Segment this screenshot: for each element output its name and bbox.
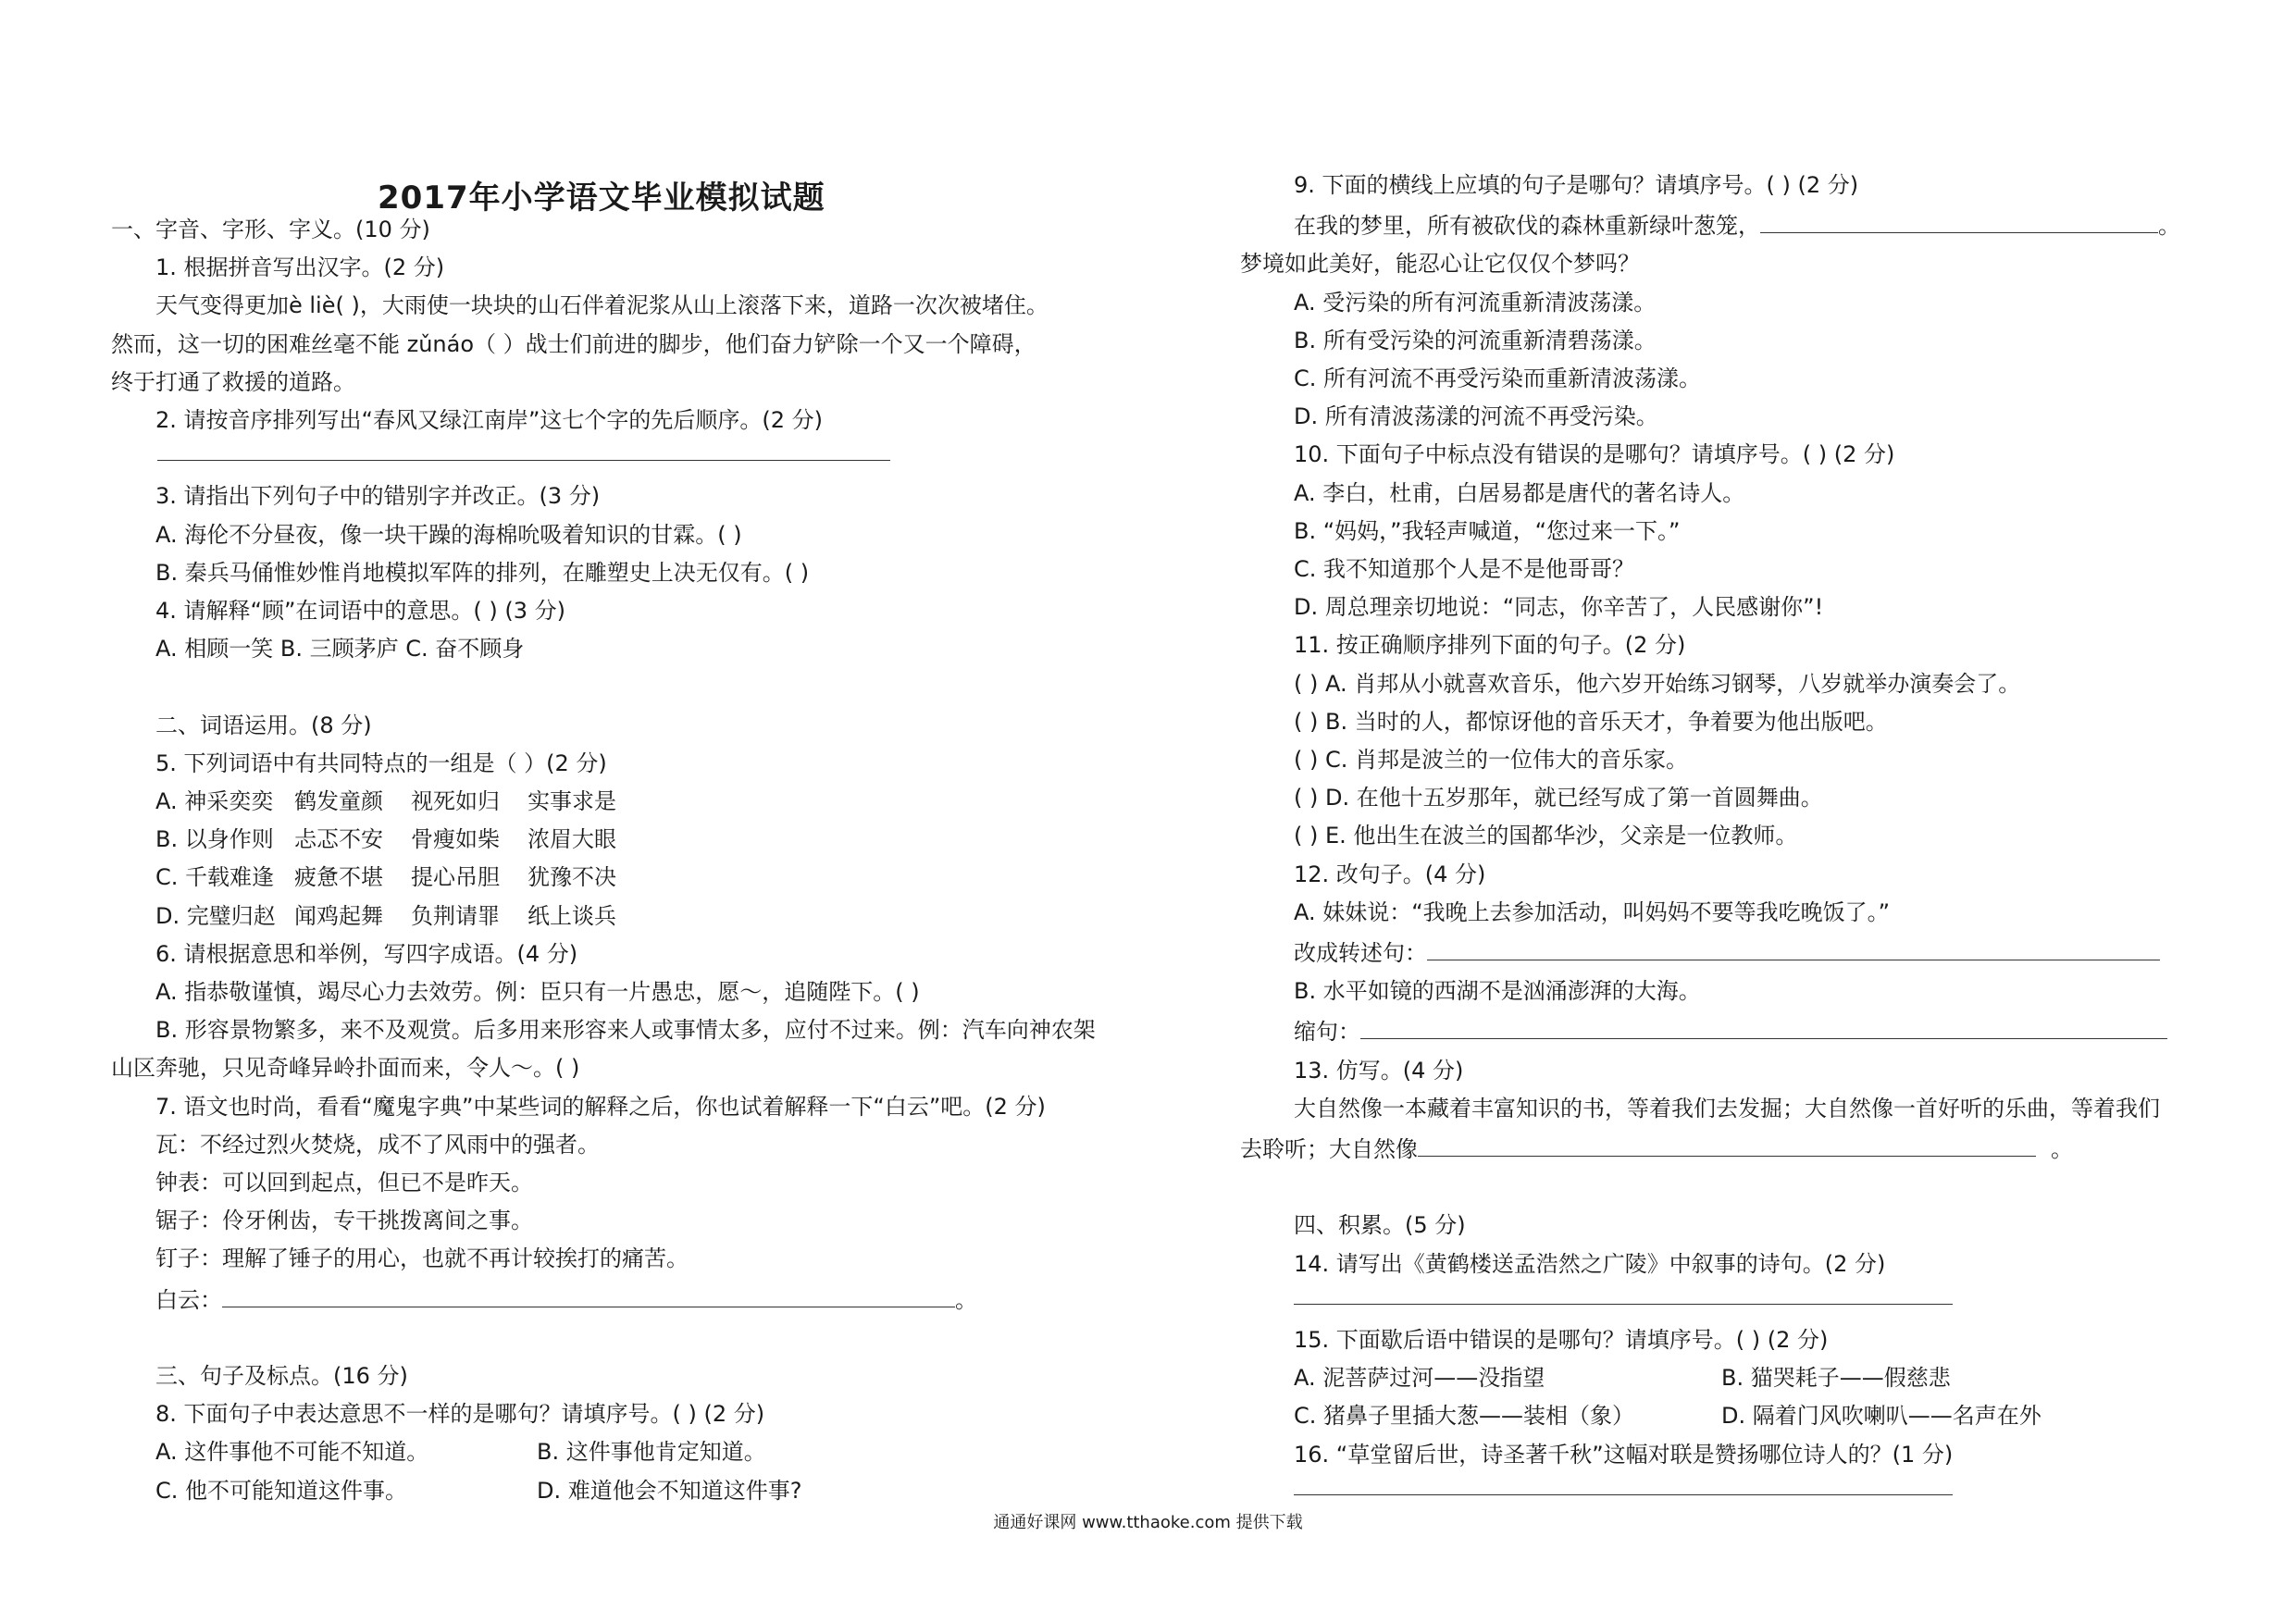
- question-8-c: C. 他不可能知道这件事。: [155, 1477, 408, 1504]
- q5-c-3: 提心吊胆: [411, 864, 500, 891]
- question-5-option-c: [111, 859, 1140, 897]
- question-5-option-b: [111, 821, 1140, 859]
- q5-d-4: 纸上谈兵: [527, 902, 616, 929]
- question-15: 15. 下面歇后语中错误的是哪句？请填序号。( ) (2 分): [1294, 1327, 1829, 1354]
- q5-c-4: 犹豫不决: [527, 864, 616, 891]
- question-9-d: D. 所有清波荡漾的河流不再受污染。: [1294, 403, 1658, 430]
- section-3-heading: 三、句子及标点。(16 分): [155, 1363, 408, 1390]
- question-9-b: B. 所有受污染的河流重新清碧荡漾。: [1294, 327, 1657, 353]
- question-7-example-4: 钉子：理解了锤子的用心，也就不再计较挨打的痛苦。: [155, 1245, 689, 1272]
- question-9-text-end: 。: [2158, 213, 2180, 240]
- question-15-d: D. 隔着门风吹喇叭——名声在外: [1721, 1403, 2042, 1430]
- question-12-b-label: 缩句：: [1294, 1019, 1360, 1046]
- q5-d-2: 闻鸡起舞: [294, 902, 383, 929]
- question-13: 13. 仿写。(4 分): [1294, 1057, 1464, 1084]
- question-8: 8. 下面句子中表达意思不一样的是哪句？请填序号。( ) (2 分): [155, 1401, 765, 1428]
- question-10-c: C. 我不知道那个人是不是他哥哥？: [1294, 556, 1635, 583]
- question-7-example-1: 瓦：不经过烈火焚烧，成不了风雨中的强者。: [155, 1131, 600, 1158]
- question-6-b-cont: 山区奔驰，只见奇峰异岭扑面而来，令人～。( ): [111, 1055, 580, 1082]
- question-12-a-label: 改成转述句：: [1294, 940, 1427, 967]
- right-column: [1240, 167, 2203, 1512]
- question-10-a: A. 李白，杜甫，白居易都是唐代的著名诗人。: [1294, 479, 1745, 506]
- question-8-row-1: [111, 1433, 1140, 1471]
- question-7-answer-end: 。: [955, 1286, 977, 1313]
- question-3-b: B. 秦兵马俑惟妙惟肖地模拟军阵的排列，在雕塑史上决无仅有。( ): [155, 559, 810, 586]
- page-title: 2017年小学语文毕业模拟试题: [378, 180, 825, 217]
- question-9-text: 在我的梦里，所有被砍伐的森林重新绿叶葱笼，: [1294, 213, 1760, 240]
- q5-a-2: 鹤发童颜: [294, 788, 383, 815]
- question-1-line-1: 天气变得更加è liè( )，大雨使一块块的山石伴着泥浆从山上滚落下来，道路一次次被堵住。: [155, 292, 1049, 319]
- question-15-c: C. 猪鼻子里插大葱——装相（象）: [1294, 1403, 1635, 1430]
- section-4-heading: 四、积累。(5 分): [1294, 1212, 1466, 1239]
- question-9-c: C. 所有河流不再受污染而重新清波荡漾。: [1294, 365, 1702, 392]
- question-6: 6. 请根据意思和举例，写四字成语。(4 分): [155, 940, 578, 967]
- footer-credit: 通通好课网 www.tthaoke.com 提供下载: [993, 1513, 1303, 1532]
- question-12-a-answer-row: [1240, 932, 2203, 973]
- section-1-heading: 一、字音、字形、字义。(10 分): [111, 217, 430, 242]
- answer-line-q12a[interactable]: [1427, 932, 2160, 960]
- question-11-b: ( ) B. 当时的人，都惊讶他的音乐天才，争着要为他出版吧。: [1294, 708, 1888, 735]
- question-4: 4. 请解释“顾”在词语中的意思。( ) (3 分): [155, 598, 566, 625]
- question-5-option-d: [111, 898, 1140, 935]
- question-10-b: B. “妈妈，”我轻声喊道，“您过来一下。”: [1294, 517, 1681, 544]
- question-15-a: A. 泥菩萨过河——没指望: [1294, 1365, 1545, 1392]
- answer-line-q16[interactable]: [1240, 1474, 2203, 1512]
- question-5-option-a: [111, 783, 1140, 821]
- q5-d-3: 负荆请罪: [411, 902, 500, 929]
- question-8-b: B. 这件事他肯定知道。: [537, 1439, 766, 1466]
- question-16: 16. “草堂留后世，诗圣著千秋”这幅对联是赞扬哪位诗人的？(1 分): [1294, 1441, 1954, 1468]
- question-10: 10. 下面句子中标点没有错误的是哪句？请填序号。( ) (2 分): [1294, 441, 1895, 468]
- answer-line-q14[interactable]: [1240, 1283, 2203, 1321]
- question-13-line-2: [1240, 1128, 2203, 1169]
- question-11-e: ( ) E. 他出生在波兰的国都华沙，父亲是一位教师。: [1294, 823, 1798, 849]
- q5-a-1: A. 神采奕奕: [155, 788, 274, 815]
- answer-line-q7[interactable]: [222, 1279, 955, 1307]
- q5-a-3: 视死如归: [411, 788, 500, 815]
- q5-c-1: C. 千载难逢: [155, 864, 275, 891]
- question-15-b: B. 猫哭耗子——假慈悲: [1721, 1365, 1951, 1392]
- question-11: 11. 按正确顺序排列下面的句子。(2 分): [1294, 632, 1686, 659]
- question-6-a: A. 指恭敬谨慎，竭尽心力去效劳。例：臣只有一片愚忠，愿～，追随陛下。( ): [155, 979, 920, 1006]
- question-15-row-2: [1240, 1397, 2203, 1435]
- question-3: 3. 请指出下列句子中的错别字并改正。(3 分): [155, 483, 601, 510]
- question-15-row-1: [1240, 1359, 2203, 1397]
- question-12-a: A. 妹妹说：“我晚上去参加活动，叫妈妈不要等我吃晚饭了。”: [1294, 898, 1891, 925]
- left-column: [111, 163, 1140, 1510]
- answer-line-q13[interactable]: [1418, 1128, 2036, 1157]
- question-13-end: 。: [2051, 1136, 2073, 1163]
- q5-b-3: 骨瘦如柴: [411, 826, 500, 853]
- question-13-text: 去聆听；大自然像: [1240, 1136, 1418, 1163]
- q5-b-1: B. 以身作则: [155, 826, 274, 853]
- question-4-options: A. 相顾一笑 B. 三顾茅庐 C. 奋不顾身: [155, 636, 525, 663]
- answer-line-q12b[interactable]: [1360, 1010, 2167, 1039]
- question-9-line-2: 梦境如此美好，能忍心让它仅仅个梦吗？: [1240, 251, 1640, 278]
- question-9-a: A. 受污染的所有河流重新清波荡漾。: [1294, 289, 1657, 316]
- question-8-a: A. 这件事他不可能不知道。: [155, 1439, 429, 1466]
- question-14: 14. 请写出《黄鹤楼送孟浩然之广陵》中叙事的诗句。(2 分): [1294, 1250, 1886, 1277]
- q5-a-4: 实事求是: [527, 788, 616, 815]
- question-10-d: D. 周总理亲切地说：“同志，你辛苦了，人民感谢你”!: [1294, 594, 1824, 621]
- q5-b-2: 忐忑不安: [294, 826, 383, 853]
- q5-d-1: D. 完璧归赵: [155, 902, 276, 929]
- q5-c-2: 疲惫不堪: [294, 864, 383, 891]
- question-8-row-2: [111, 1472, 1140, 1510]
- question-1-line-3: 终于打通了救援的道路。: [111, 368, 355, 395]
- question-13-line-1: 大自然像一本藏着丰富知识的书，等着我们去发掘；大自然像一首好听的乐曲，等着我们: [1294, 1095, 2160, 1121]
- question-7: 7. 语文也时尚，看看“魔鬼字典”中某些词的解释之后，你也试着解释一下“白云”吧。(2 分): [155, 1093, 1046, 1120]
- question-11-d: ( ) D. 在他十五岁那年，就已经写成了第一首圆舞曲。: [1294, 785, 1823, 812]
- section-2-heading: 二、词语运用。(8 分): [155, 712, 372, 738]
- question-6-b: B. 形容景物繁多，来不及观赏。后多用来形容来人或事情太多，应付不过来。例：汽车向神农架: [155, 1017, 1096, 1044]
- question-7-example-3: 锯子：伶牙俐齿，专干挑拨离间之事。: [155, 1208, 533, 1234]
- question-1-line-2: 然而，这一切的困难丝毫不能 zǔnáo（ ）战士们前进的脚步，他们奋力铲除一个又一个障碍，: [111, 330, 1036, 357]
- question-7-answer-label: 白云：: [155, 1286, 222, 1313]
- q5-b-4: 浓眉大眼: [527, 826, 616, 853]
- question-7-example-2: 钟表：可以回到起点，但已不是昨天。: [155, 1170, 533, 1196]
- answer-line-q9[interactable]: [1760, 204, 2158, 233]
- question-11-c: ( ) C. 肖邦是波兰的一位伟大的音乐家。: [1294, 747, 1688, 774]
- question-5: 5. 下列词语中有共同特点的一组是（ ）(2 分): [155, 750, 607, 776]
- question-9: 9. 下面的横线上应填的句子是哪句？请填序号。( ) (2 分): [1294, 172, 1859, 198]
- question-7-answer-row: [111, 1279, 1140, 1319]
- question-11-a: ( ) A. 肖邦从小就喜欢音乐，他六岁开始练习钢琴，八岁就举办演奏会了。: [1294, 670, 2021, 697]
- question-1: 1. 根据拼音写出汉字。(2 分): [155, 254, 445, 281]
- question-12-b-answer-row: [1240, 1010, 2203, 1051]
- question-3-a: A. 海伦不分昼夜，像一块干躁的海棉吮吸着知识的甘霖。( ): [155, 521, 742, 548]
- question-12: 12. 改句子。(4 分): [1294, 861, 1486, 887]
- question-9-line-1: [1240, 204, 2203, 245]
- answer-line-q2[interactable]: [111, 440, 1140, 477]
- question-12-b: B. 水平如镜的西湖不是汹涌澎湃的大海。: [1294, 978, 1701, 1005]
- question-2: 2. 请按音序排列写出“春风又绿江南岸”这七个字的先后顺序。(2 分): [155, 407, 824, 434]
- question-8-d: D. 难道他会不知道这件事?: [537, 1477, 802, 1504]
